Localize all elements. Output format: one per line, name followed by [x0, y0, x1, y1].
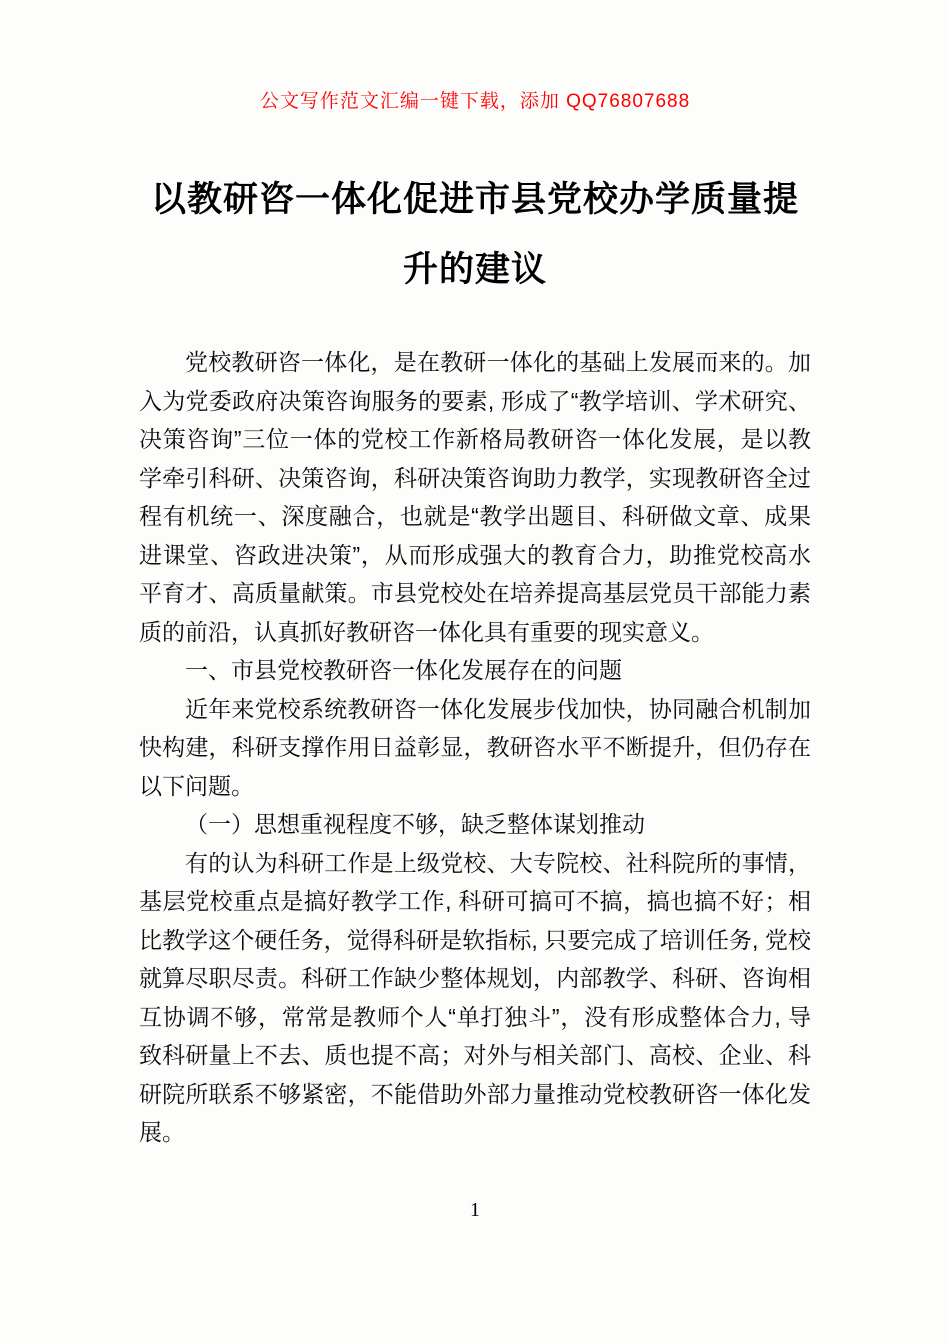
- section-heading-1: 一、市县党校教研咨一体化发展存在的问题: [185, 657, 622, 683]
- document-title-line-1: 以教研咨一体化促进市县党校办学质量提: [150, 180, 799, 219]
- subsection-heading-1-1: （一）思想重视程度不够，缺乏整体谋划推动: [185, 811, 645, 837]
- paragraph-section-1-intro: 近年来党校系统教研咨一体化发展步伐加快，协同融合机制加快构建，科研支撑作用日益彰显，教研咨水平不断提升，但仍存在以下问题。: [139, 695, 811, 799]
- paragraph-intro: 党校教研咨一体化，是在教研一体化的基础上发展而来的。加入为党委政府决策咨询服务的要素, 形成了“教学培训、学术研究、决策咨询”三位一体的党校工作新格局教研咨一体化发展，是以教学牵引科研、决策咨询，科研决策咨询助力教学，实现教研咨全过程有机统一、深度融合，也就是“教学出题目、科研做文章、成果进课堂、咨政进决策”，从而形成强大的教育合力，助推党校高水平育才、高质量献策。市县党校处在培养提高基层党员干部能力素质的前沿，认真抓好教研咨一体化具有重要的现实意义。: [139, 349, 811, 645]
- page-number: 1: [470, 1199, 480, 1221]
- document-title-line-2: 升的建议: [402, 250, 547, 289]
- document-body: [139, 343, 811, 1152]
- promo-banner-text: 公文写作范文汇编一键下载，添加 QQ76807688: [259, 91, 691, 112]
- paragraph-subsection-1-1: 有的认为科研工作是上级党校、大专院校、社科院所的事情，基层党校重点是搞好教学工作, 科研可搞可不搞，搞也搞不好；相比教学这个硬任务，觉得科研是软指标, 只要完成了培训任务, 党校就算尽职尽责。科研工作缺少整体规划，内部教学、科研、咨询相互协调不够，常常是教师个人“单打独斗”，没有形成整体合力, 导致科研量上不去、质也提不高；对外与相关部门、高校、企业、科研院所联系不够紧密，不能借助外部力量推动党校教研咨一体化发展。: [139, 849, 811, 1145]
- document-title: [115, 165, 835, 305]
